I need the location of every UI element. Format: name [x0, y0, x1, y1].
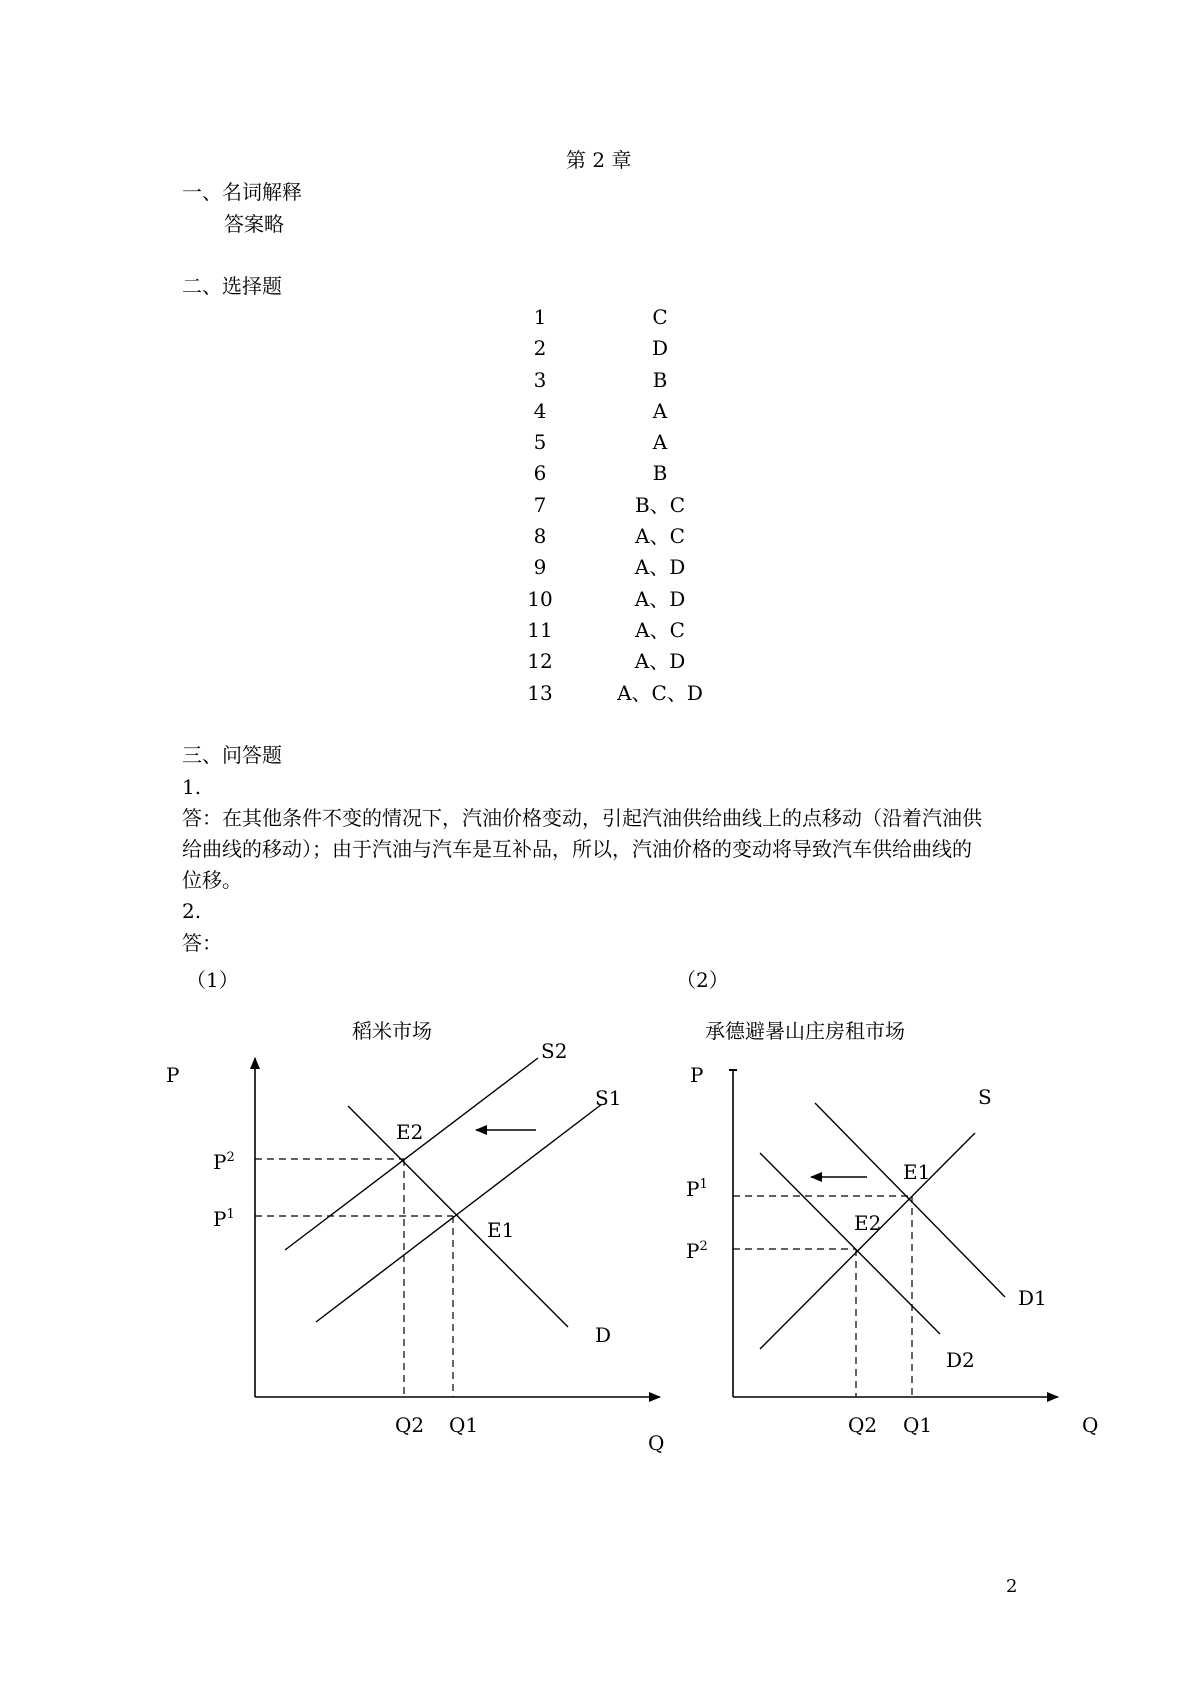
page-number: 2 — [1006, 1576, 1018, 1597]
chapter-title: 第 2 章 — [566, 148, 632, 172]
equilibrium-label-e1: E1 — [487, 1218, 515, 1242]
answer-choice: B、C — [635, 492, 685, 517]
answer-choice: C — [652, 305, 668, 329]
question-number: 5 — [533, 430, 547, 455]
question-number: 13 — [527, 680, 553, 705]
curve-label-d2: D2 — [946, 1348, 975, 1372]
x-axis-label: Q — [648, 1431, 665, 1455]
curve-label-s2: S2 — [541, 1039, 568, 1063]
section-3-heading: 三、问答题 — [182, 743, 282, 767]
question-2-answer: 答： — [182, 931, 222, 955]
answer-choice: A、C — [635, 524, 685, 549]
price-label-p2: $P^2$ — [213, 1150, 235, 1174]
x-axis-label: Q — [1082, 1413, 1099, 1437]
question-number: 9 — [533, 555, 547, 580]
question-number: 10 — [527, 586, 553, 611]
part-1-label: （1） — [186, 968, 239, 992]
equilibrium-label-e2: E2 — [396, 1120, 424, 1144]
question-number: 4 — [533, 398, 547, 423]
price-label-p2: $P^2$ — [686, 1239, 708, 1263]
curve-label-s1: S1 — [595, 1086, 622, 1110]
curve-label-s: S — [978, 1085, 992, 1109]
question-number: 12 — [527, 649, 553, 674]
answer-choice: D — [651, 336, 669, 361]
answer-choice: B — [652, 367, 668, 392]
diagram-1-title: 稻米市场 — [352, 1019, 432, 1043]
supply-curve-s — [760, 1133, 975, 1349]
answer-line: 答：在其他条件不变的情况下，汽油价格变动，引起汽油供给曲线上的点移动（沿着汽油供 — [182, 806, 982, 830]
answer-choice: A、D — [634, 586, 686, 611]
answer-choice: A、D — [634, 649, 686, 674]
equilibrium-label-e2: E2 — [854, 1211, 882, 1235]
curve-label-d1: D1 — [1018, 1286, 1047, 1310]
question-number: 11 — [527, 617, 553, 642]
answer-choice: A — [652, 398, 668, 423]
rice-market-diagram — [166, 968, 664, 1455]
equilibrium-label-e1: E1 — [903, 1160, 931, 1184]
diagram-2-title: 承德避暑山庄房租市场 — [705, 1019, 905, 1043]
answer-choice: A、C、D — [617, 680, 703, 705]
supply-curve-s1 — [316, 1104, 602, 1322]
y-axis-label: P — [690, 1063, 704, 1087]
y-axis-label: P — [166, 1063, 180, 1087]
question-1-label: 1. — [182, 775, 202, 799]
question-number: 2 — [533, 336, 547, 361]
quantity-label-q2: Q2 — [848, 1413, 878, 1437]
price-label-p1: $P^1$ — [686, 1177, 708, 1201]
answer-line: 给曲线的移动）；由于汽油与汽车是互补品，所以，汽油价格的变动将导致汽车供给曲线的 — [182, 837, 972, 861]
quantity-label-q1: Q1 — [903, 1413, 933, 1437]
answer-choice: A、D — [634, 555, 686, 580]
question-number: 3 — [533, 367, 547, 392]
part-2-label: （2） — [676, 968, 729, 992]
answer-choice: B — [652, 461, 668, 486]
section-1-heading: 一、名词解释 — [182, 180, 302, 204]
chengde-rent-market-diagram — [676, 968, 1098, 1437]
quantity-label-q1: Q1 — [449, 1413, 479, 1437]
question-number: 7 — [533, 492, 547, 517]
section-2-heading: 二、选择题 — [182, 274, 282, 298]
question-number: 6 — [533, 461, 547, 486]
curve-label-d: D — [595, 1323, 612, 1347]
demand-curve-d1 — [815, 1103, 1005, 1297]
question-2-label: 2. — [182, 899, 202, 923]
answer-line: 位移。 — [182, 868, 242, 892]
section-1-body: 答案略 — [224, 212, 284, 236]
quantity-label-q2: Q2 — [395, 1413, 425, 1437]
price-label-p1: $P^1$ — [213, 1207, 235, 1231]
answer-choice: A、C — [635, 617, 685, 642]
question-number: 1 — [533, 305, 547, 329]
answer-choice: A — [652, 430, 668, 455]
question-number: 8 — [533, 524, 547, 549]
